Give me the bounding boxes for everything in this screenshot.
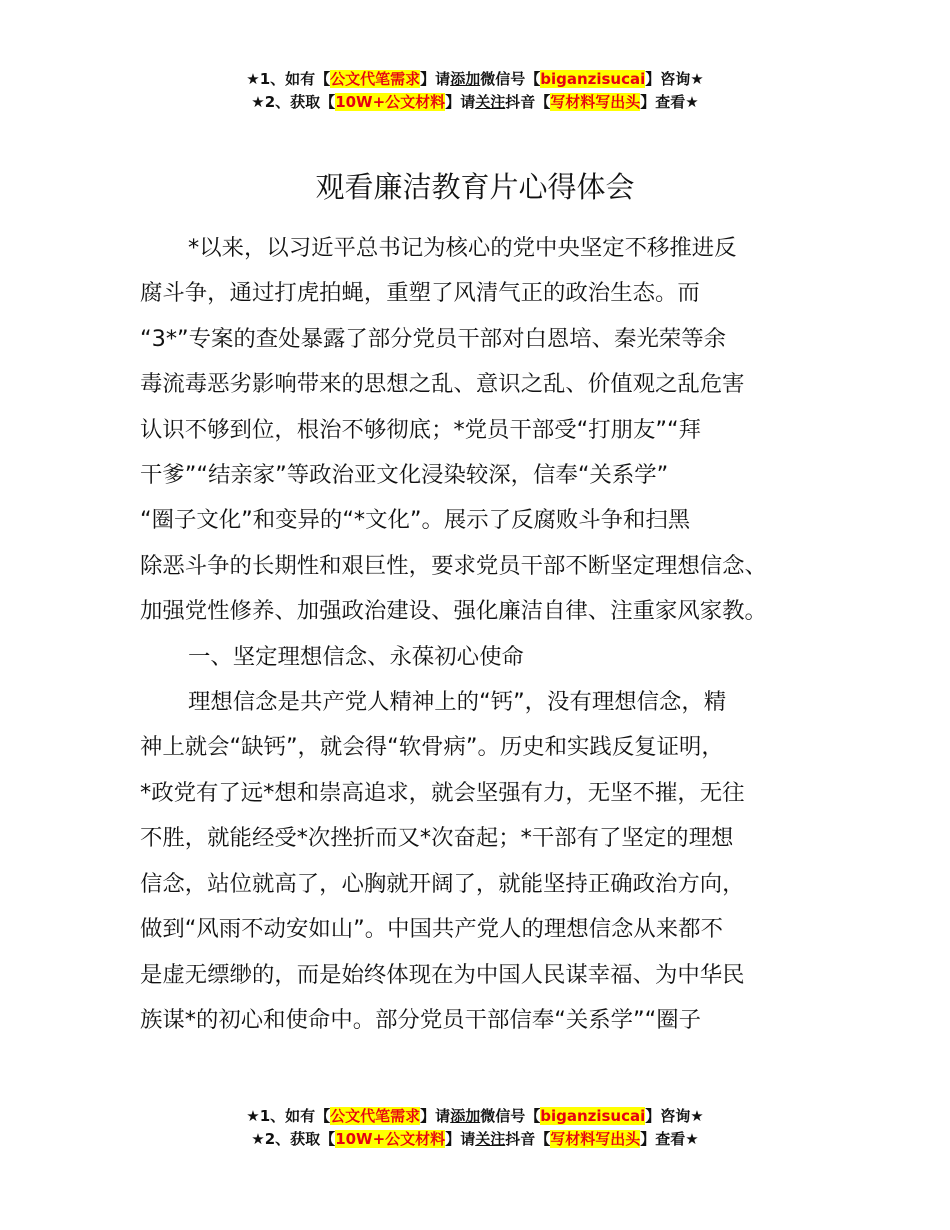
body-line: 毒流毒恶劣影响带来的思想之乱、意识之乱、价值观之乱危害 — [140, 371, 745, 398]
promo-highlight: 10W+公文材料 — [335, 93, 446, 111]
promo-text: 】咨询★ — [645, 70, 704, 88]
promo-text: 】查看★ — [640, 1130, 699, 1148]
body-line: 干爹”“结亲家”等政治亚文化浸染较深，信奉“关系学” — [140, 462, 669, 489]
promo-text: ★2、获取【 — [251, 93, 336, 111]
douyin-id-highlight: 写材料写出头 — [550, 93, 641, 111]
wechat-id-highlight: biganzisucai — [540, 70, 646, 88]
section-heading: 一、坚定理想信念、永葆初心使命 — [188, 643, 524, 670]
promo-emphasis: 关注 — [475, 1130, 506, 1148]
promo-line-2 — [0, 91, 950, 114]
promo-text: 微信号【 — [480, 1107, 541, 1125]
body-line: “3*”专案的查处暴露了部分党员干部对白恩培、秦光荣等余 — [140, 325, 727, 352]
body-line: 腐斗争，通过打虎拍蝇，重塑了风清气正的政治生态。而 — [140, 280, 700, 307]
promo-text: 】请 — [420, 70, 451, 88]
promo-text: 抖音【 — [505, 93, 551, 111]
body-line: 族谋*的初心和使命中。部分党员干部信奉“关系学”“圈子 — [140, 1006, 701, 1033]
promo-highlight: 公文代笔需求 — [330, 70, 421, 88]
body-line: 认识不够到位，根治不够彻底；*党员干部受“打朋友”“拜 — [140, 416, 701, 443]
promo-text: 】请 — [445, 1130, 476, 1148]
promo-emphasis: 添加 — [450, 70, 481, 88]
promo-emphasis: 添加 — [450, 1107, 481, 1125]
promo-text: 】请 — [445, 93, 476, 111]
body-line: 除恶斗争的长期性和艰巨性，要求党员干部不断坚定理想信念、 — [140, 552, 767, 579]
promo-text: ★2、获取【 — [251, 1130, 336, 1148]
body-line: *政党有了远*想和崇高追求，就会坚强有力，无坚不摧，无往 — [140, 779, 745, 806]
promo-highlight: 10W+公文材料 — [335, 1130, 446, 1148]
bottom-promo-banner — [0, 1105, 950, 1151]
promo-line-2 — [0, 1128, 950, 1151]
body-line: 加强党性修养、加强政治建设、强化廉洁自律、注重家风家教。 — [140, 598, 767, 625]
promo-text: 抖音【 — [505, 1130, 551, 1148]
body-line: 不胜，就能经受*次挫折而又*次奋起；*干部有了坚定的理想 — [140, 825, 734, 852]
promo-text: ★1、如有【 — [246, 70, 331, 88]
body-line: 神上就会“缺钙”，就会得“软骨病”。历史和实践反复证明， — [140, 734, 724, 761]
body-line: 理想信念是共产党人精神上的“钙”，没有理想信念，精 — [188, 689, 727, 716]
promo-text: 】请 — [420, 1107, 451, 1125]
promo-highlight: 公文代笔需求 — [330, 1107, 421, 1125]
body-line: 做到“风雨不动安如山”。中国共产党人的理想信念从来都不 — [140, 916, 723, 943]
promo-text: 】咨询★ — [645, 1107, 704, 1125]
douyin-id-highlight: 写材料写出头 — [550, 1130, 641, 1148]
promo-line-1 — [0, 68, 950, 91]
wechat-id-highlight: biganzisucai — [540, 1107, 646, 1125]
body-line: *以来，以习近平总书记为核心的党中央坚定不移推进反 — [188, 235, 737, 261]
promo-emphasis: 关注 — [475, 93, 506, 111]
document-title: 观看廉洁教育片心得体会 — [315, 170, 635, 204]
body-line: 信念，站位就高了，心胸就开阔了，就能坚持正确政治方向， — [140, 870, 745, 897]
promo-line-1 — [0, 1105, 950, 1128]
top-promo-banner — [0, 68, 950, 114]
document-body — [140, 226, 810, 1043]
body-line: 是虚无缥缈的，而是始终体现在为中国人民谋幸福、为中华民 — [140, 961, 745, 988]
promo-text: 微信号【 — [480, 70, 541, 88]
promo-text: ★1、如有【 — [246, 1107, 331, 1125]
body-line: “圈子文化”和变异的“*文化”。展示了反腐败斗争和扫黑 — [140, 507, 691, 534]
promo-text: 】查看★ — [640, 93, 699, 111]
